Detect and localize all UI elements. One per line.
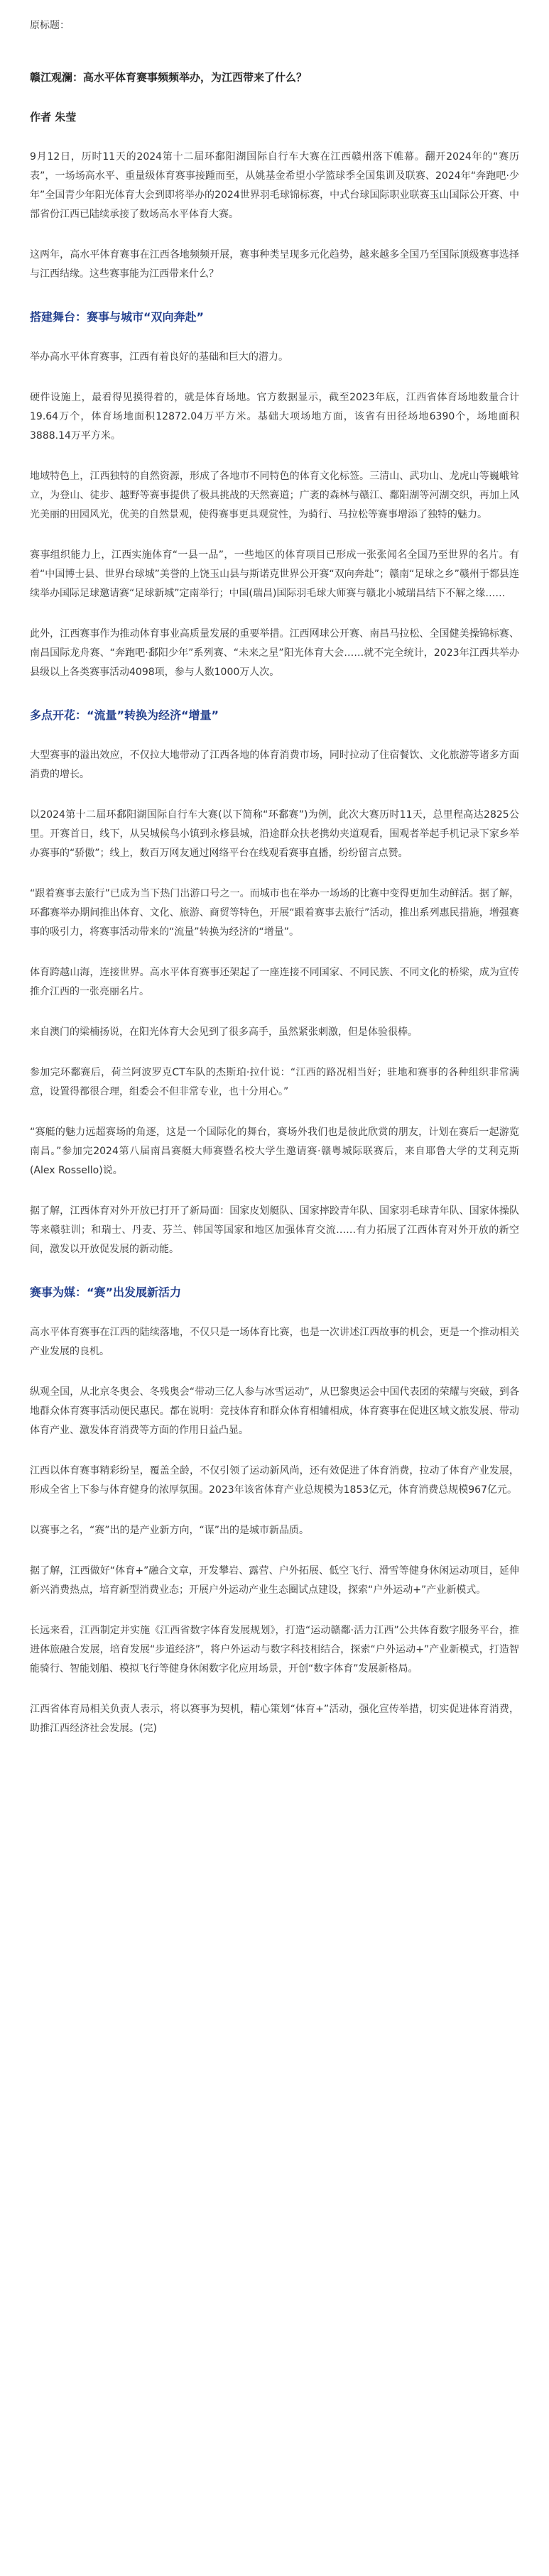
- section-1-paragraph: 举办高水平体育赛事，江西有着良好的基础和巨大的潜力。: [30, 351, 288, 363]
- section-3-paragraph: 江西以体育赛事精彩纷呈，覆盖全龄，不仅引领了运动新风尚，还有效促进了体育消费，拉动了体育产业发展，形成全省上下参与体育健身的浓厚氛围。2023年该省体育产业总规模为1853亿元，体育消费总规模967亿元。: [30, 1465, 519, 1496]
- section-2-paragraph: 据了解，江西体育对外开放已打开了新局面：国家皮划艇队、国家摔跤青年队、国家羽毛球青年队、国家体操队等来赣驻训；和瑞士、丹麦、芬兰、韩国等国家和地区加强体育交流……有力拓展了江西体育对外开放的新空间，激发以开放促发展的新动能。: [30, 1205, 519, 1255]
- section-heading-stage: 搭建舞台：赛事与城市“双向奔赴”: [30, 310, 205, 324]
- section-2-paragraph: 大型赛事的溢出效应，不仅拉大地带动了江西各地的体育消费市场，同时拉动了住宿餐饮、文化旅游等诸多方面消费的增长。: [30, 750, 519, 780]
- section-2-paragraph: 体育跨越山海，连接世界。高水平体育赛事还架起了一座连接不同国家、不同民族、不同文化的桥梁，成为宣传推介江西的一张亮丽名片。: [30, 967, 519, 997]
- section-2-paragraph: 参加完环鄱赛后，荷兰阿波罗克CT车队的杰斯珀·拉什说：“江西的路况相当好；驻地和赛事的各种组织非常满意，设置得都很合理，组委会不但非常专业，也十分用心。”: [30, 1067, 519, 1097]
- article-headline: 赣江观澜：高水平体育赛事频频举办，为江西带来了什么？: [30, 71, 308, 84]
- section-1-paragraph: 硬件设施上，最看得见摸得着的，就是体育场地。官方数据显示，截至2023年底，江西省体育场地数量合计19.64万个，体育场地面积12872.04万平方米。基础大项场地方面，该省有田径场地6390个，场地面积3888.14万平方米。: [30, 392, 519, 442]
- intro-paragraph-1: 9月12日，历时11天的2024第十二届环鄱阳湖国际自行车大赛在江西赣州落下帷幕。翻开2024年的“赛历表”，一场场高水平、重量级体育赛事接踵而至，从姚基金希望小学篮球季全国集训及联赛、2024年“奔跑吧·少年”全国青少年阳光体育大会到即将举办的2024世界羽毛球锦标赛，中式台球国际职业联赛玉山国际公开赛、中部省份江西已陆续承接了数场高水平体育大赛。: [30, 151, 519, 220]
- section-3-paragraph: 高水平体育赛事在江西的陆续落地，不仅只是一场体育比赛，也是一次讲述江西故事的机会，更是一个推动相关产业发展的良机。: [30, 1327, 519, 1357]
- article-author: 作者 朱莹: [30, 111, 77, 124]
- section-2-paragraph: 来自澳门的梁楠扬说，在阳光体育大会见到了很多高手，虽然紧张刺激，但是体验很棒。: [30, 1026, 418, 1038]
- section-1-paragraph: 地域特色上，江西独特的自然资源，形成了各地市不同特色的体育文化标签。三清山、武功山、龙虎山等巍峨耸立，为登山、徒步、越野等赛事提供了极具挑战的天然赛道；广袤的森林与赣江、鄱阳湖等河湖交织，再加上风光美丽的田园风光，优美的自然景观，使得赛事更具观赏性，为骑行、马拉松等赛事增添了独特的魅力。: [30, 471, 519, 520]
- intro-paragraph-2: 这两年，高水平体育赛事在江西各地频频开展，赛事种类呈现多元化趋势，越来越多全国乃至国际顶级赛事选择与江西结缘。这些赛事能为江西带来什么？: [30, 249, 519, 280]
- section-heading-vitality: 赛事为媒：“赛”出发展新活力: [30, 1286, 182, 1299]
- section-1-paragraph: 赛事组织能力上，江西实施体育“一县一品”，一些地区的体育项目已形成一张张闻名全国乃至世界的名片。有着“中国博士县、世界台球城”美誉的上饶玉山县与斯诺克世界公开赛“双向奔赴”；赣南“足球之乡”赣州于都县连续举办国际足球邀请赛“足球新城”定南举行；中国(瑞昌)国际羽毛球大师赛与赣北小城瑞昌结下不解之缘……: [30, 549, 519, 599]
- section-3-paragraph: 纵观全国，从北京冬奥会、冬残奥会“带动三亿人参与冰雪运动”，从巴黎奥运会中国代表团的荣耀与突破，到各地群众体育赛事活动便民惠民。都在说明：竞技体育和群众体育相辅相成，体育赛事在促进区域文旅发展、带动体育产业、激发体育消费等方面的作用日益凸显。: [30, 1386, 519, 1436]
- original-title-label: 原标题：: [30, 20, 70, 31]
- section-3-paragraph: 据了解，江西做好“体育+”融合文章，开发攀岩、露营、户外拓展、低空飞行、滑雪等健身休闲运动项目，延伸新兴消费热点，培育新型消费业态；开展户外运动产业生态圈试点建设，探索“户外运动+”产业新模式。: [30, 1565, 519, 1596]
- section-3-paragraph: 长远来看，江西制定并实施《江西省数字体育发展规划》，打造“运动赣鄱·活力江西”公共体育数字服务平台，推进体旅融合发展，培育发展“步道经济”，将户外运动与数字科技相结合，探索“户外运动+”产业新模式，打造智能骑行、智能划船、模拟飞行等健身休闲数字化应用场景，开创“数字体育”发展新格局。: [30, 1625, 519, 1675]
- section-2-paragraph: “赛艇的魅力远超赛场的角逐，这是一个国际化的舞台，赛场外我们也是彼此欣赏的朋友，计划在赛后一起游览南昌。”参加完2024第八届南昌赛艇大师赛暨名校大学生邀请赛·赣粤城际联赛后，来自耶鲁大学的艾利克斯(Alex Rossello)说。: [30, 1127, 519, 1176]
- section-3-paragraph: 江西省体育局相关负责人表示，将以赛事为契机，精心策划“体育+”活动，强化宣传举措，切实促进体育消费，助推江西经济社会发展。(完): [30, 1704, 519, 1734]
- section-2-paragraph: “跟着赛事去旅行”已成为当下热门出游口号之一。而城市也在举办一场场的比赛中变得更加生动鲜活。据了解，环鄱赛举办期间推出体育、文化、旅游、商贸等特色，开展“跟着赛事去旅行”活动，推出系列惠民措施，增强赛事的吸引力，将赛事活动带来的“流量”转换为经济的“增量”。: [30, 888, 519, 938]
- section-2-paragraph: 以2024第十二届环鄱阳湖国际自行车大赛(以下简称“环鄱赛”)为例，此次大赛历时11天，总里程高达2825公里。开赛首日，线下，从吴城候鸟小镇到永修县城，沿途群众扶老携幼夹道观看，围观者举起手机记录下家乡举办赛事的“骄傲”；线上，数百万网友通过网络平台在线观看赛事直播，纷纷留言点赞。: [30, 809, 519, 859]
- section-heading-traffic: 多点开花：“流量”转换为经济“增量”: [30, 708, 219, 722]
- section-1-paragraph: 此外，江西赛事作为推动体育事业高质量发展的重要举措。江西网球公开赛、南昌马拉松、全国健美操锦标赛、南昌国际龙舟赛、“奔跑吧·鄱阳少年”系列赛、“未来之星”阳光体育大会……就不完全统计，2023年江西共举办县级以上各类赛事活动4098项，参与人数1000万人次。: [30, 628, 519, 678]
- article: [0, 17, 549, 1738]
- section-3-paragraph: 以赛事之名，“赛”出的是产业新方向，“谋”出的是城市新品质。: [30, 1525, 310, 1536]
